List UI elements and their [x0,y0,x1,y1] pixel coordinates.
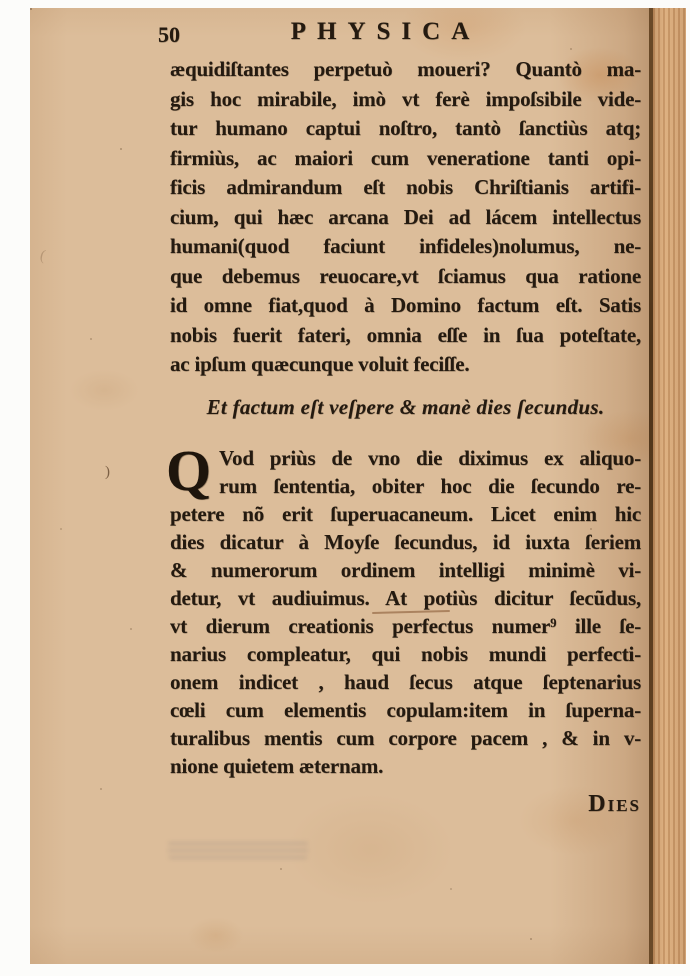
text-line: turalibus mentis cum corpore pacem , & in v- [170,725,641,750]
text-line: & numerorum ordinem intelligi minimè vi- [170,557,641,582]
text-line: petere nõ erit ſuperuacaneum. Licet enim hic [170,501,641,526]
text-line: gis hoc mirabile, imò vt ferè impoſsibile vide- [170,86,641,111]
margin-mark: ) [105,464,110,480]
text-line: humani(quod faciunt infideles)nolumus, ne- [170,234,641,258]
margin-mark-2: ( [38,247,47,265]
text-line: ficis admirandum eſt nobis Chriſtianis artifi- [170,175,641,199]
paper-specks [30,8,31,9]
text-line: dies dicatur à Moyſe ſecundus, id iuxta ſeriem [170,529,641,554]
text-line: cœli cum elementis copulam:item in ſuperna- [170,697,641,722]
text-line: Vod priùs de vno die diximus ex aliquo- [219,445,641,470]
text-line: que debemus reuocare,vt ſciamus qua ratione [170,263,641,288]
text-line: ac ipſum quæcunque voluit feciſſe. [170,352,470,376]
text-column [166,55,641,818]
text-line: nione quietem æternam. [170,753,384,778]
text-line: id omne fiat,quod à Domino factum eſt. Satis [170,293,641,317]
paragraph-first [170,55,641,380]
text-line: vt dierum creationis perfectus numer⁹ ille ſe- [170,613,641,638]
section-heading: Et factum eſt veſpere & manè dies ſecundus. [206,394,605,419]
running-title: PHYSICA [290,18,481,45]
text-line: onem indicet , haud ſecus atque ſeptenarius [170,669,641,694]
catchword: Dies [588,790,641,817]
book-fore-edge [653,8,686,964]
page-number: 50 [158,22,180,47]
ink-bleedthrough [168,841,308,859]
text-line: tur humano captui noſtro, tantò ſanctiùs atq; [170,116,641,140]
drop-cap-initial: Q [166,437,211,503]
book-page-paper [30,8,649,964]
text-line: firmiùs, ac maiori cum veneratione tanti opi- [170,145,641,170]
text-line: nobis fuerit fateri, omnia eſſe in ſua poteſtate, [170,322,641,347]
text-line: rum ſententia, obiter hoc die ſecundo re- [219,473,641,498]
text-line: detur, vt audiuimus. At potiùs dicitur ſecũdus, [170,585,641,610]
text-line: æquidiſtantes perpetuò moueri? Quantò ma- [170,57,641,81]
text-line: cium, qui hæc arcana Dei ad lácem intellectus [170,204,641,229]
text-line: narius compleatur, qui nobis mundi perfecti- [170,641,641,666]
